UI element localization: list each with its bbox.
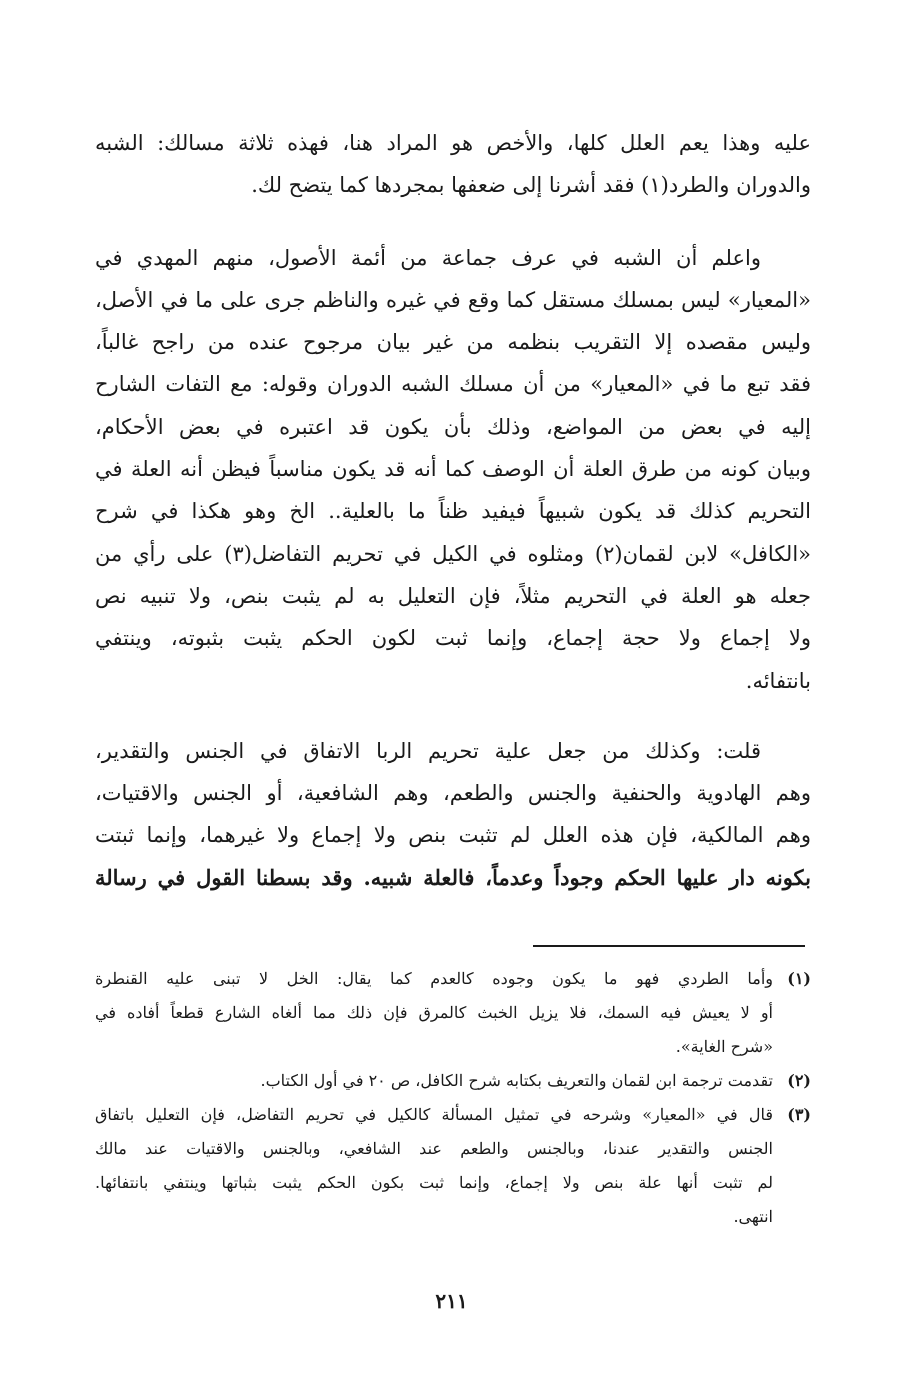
text-line: وهم الهادوية والحنفية والجنس والطعم، وهم الشافعية، أو الجنس والاقتيات، [95,781,811,806]
text-line: وهم المالكية، فإن هذه العلل لم تثبت بنص ولا إجماع ولا غيرهما، وإنما ثبتت [95,823,811,848]
footnote-line: تقدمت ترجمة ابن لقمان والتعريف بكتابه شرح الكافل، ص ٢٠ في أول الكتاب. [260,1071,773,1090]
footnote-line: انتهى. [733,1207,773,1226]
footnote-3 [95,1098,811,1234]
text-line: قلت: وكذلك من جعل علية تحريم الربا الاتفاق في الجنس والتقدير، [95,738,761,763]
footnote-1 [95,962,811,1064]
footnote-separator [533,945,805,947]
paragraph-2 [95,237,811,702]
text-line: وليس مقصده إلا التقريب بنظمه من غير بيان مرجوح عنده من راجح غالباً، [95,330,811,355]
text-line: بانتفائه. [745,668,811,693]
footnote-line: أو لا يعيش فيه السمك، فلا يزيل الخبث كالمرق فإن ذلك مما ألغاه الشارع قطعاً أفاده في [95,1003,773,1022]
footnote-line: لم تثبت أنها علة بنص ولا إجماع، وإنما ثبت بكون الحكم يثبت بثباتها وينتفي بانتفائها. [95,1173,773,1192]
text-line: فقد تبع ما في «المعيار» من أن مسلك الشبه الدوران وقوله: مع التفات الشارح [95,372,811,397]
paragraph-3 [95,730,811,899]
text-line: «الكافل» لابن لقمان(٢) ومثلوه في الكيل في تحريم التفاضل(٣) على رأي من [95,541,811,566]
footnote-number: (٢) [787,1071,811,1090]
footnote-line: وأما الطردي فهو ما يكون وجوده كالعدم كما يقال: الخل لا تبنى عليه القنطرة [95,969,773,988]
text-line: والدوران والطرد(١) فقد أشرنا إلى ضعفها بمجردها كما يتضح لك. [251,173,811,198]
footnote-line: قال في «المعيار» وشرحه في تمثيل المسألة كالكيل في تحريم التفاضل، فإن التعليل باتفاق [95,1105,773,1124]
page-number: ٢١١ [435,1289,468,1313]
footnote-number: (٣) [787,1105,811,1124]
text-line: بكونه دار عليها الحكم وجوداً وعدماً، فالعلة شبيه. وقد بسطنا القول في رسالة [95,864,811,890]
text-line: ولا إجماع ولا حجة إجماع، وإنما ثبت لكون الحكم يثبت بثبوته، وينتفي [95,626,811,651]
main-text-body [95,122,811,899]
text-line: عليه وهذا يعم العلل كلها، والأخص هو المراد هنا، فهذه ثلاثة مسالك: الشبه [95,131,811,155]
footnote-2 [95,1064,811,1098]
footnote-line: «شرح الغاية». [675,1037,773,1056]
text-line: إليه في بعض من المواضع، وذلك بأن يكون قد اعتبره في بعض الأحكام، [95,414,811,439]
footnote-number: (١) [787,969,811,988]
footnotes-section [95,962,811,1234]
paragraph-1 [95,122,811,207]
paragraph-spacer [95,207,811,237]
text-line: التحريم كذلك قد يكون شبيهاً فيفيد ظناً ما بالعلية.. الخ وهو هكذا في شرح [95,499,811,524]
text-line: جعله هو العلة في التحريم مثلاً، فإن التعليل به لم يثبت بنص، ولا تنبيه نص [95,583,811,608]
paragraph-spacer [95,702,811,730]
text-line: «المعيار» ليس بمسلك مستقل كما وقع في غيره والناظم جرى على ما في الأصل، [95,287,811,312]
footnote-line: الجنس والتقدير عندنا، وبالجنس والطعم عند الشافعي، وبالجنس والاقتيات عند مالك [95,1139,773,1158]
text-line: وبيان كونه من طرق العلة أن الوصف كما أنه قد يكون مناسباً فيظن أنه العلة في [95,457,811,482]
text-line: واعلم أن الشبه في عرف جماعة من أئمة الأصول، منهم المهدي في [95,245,761,270]
